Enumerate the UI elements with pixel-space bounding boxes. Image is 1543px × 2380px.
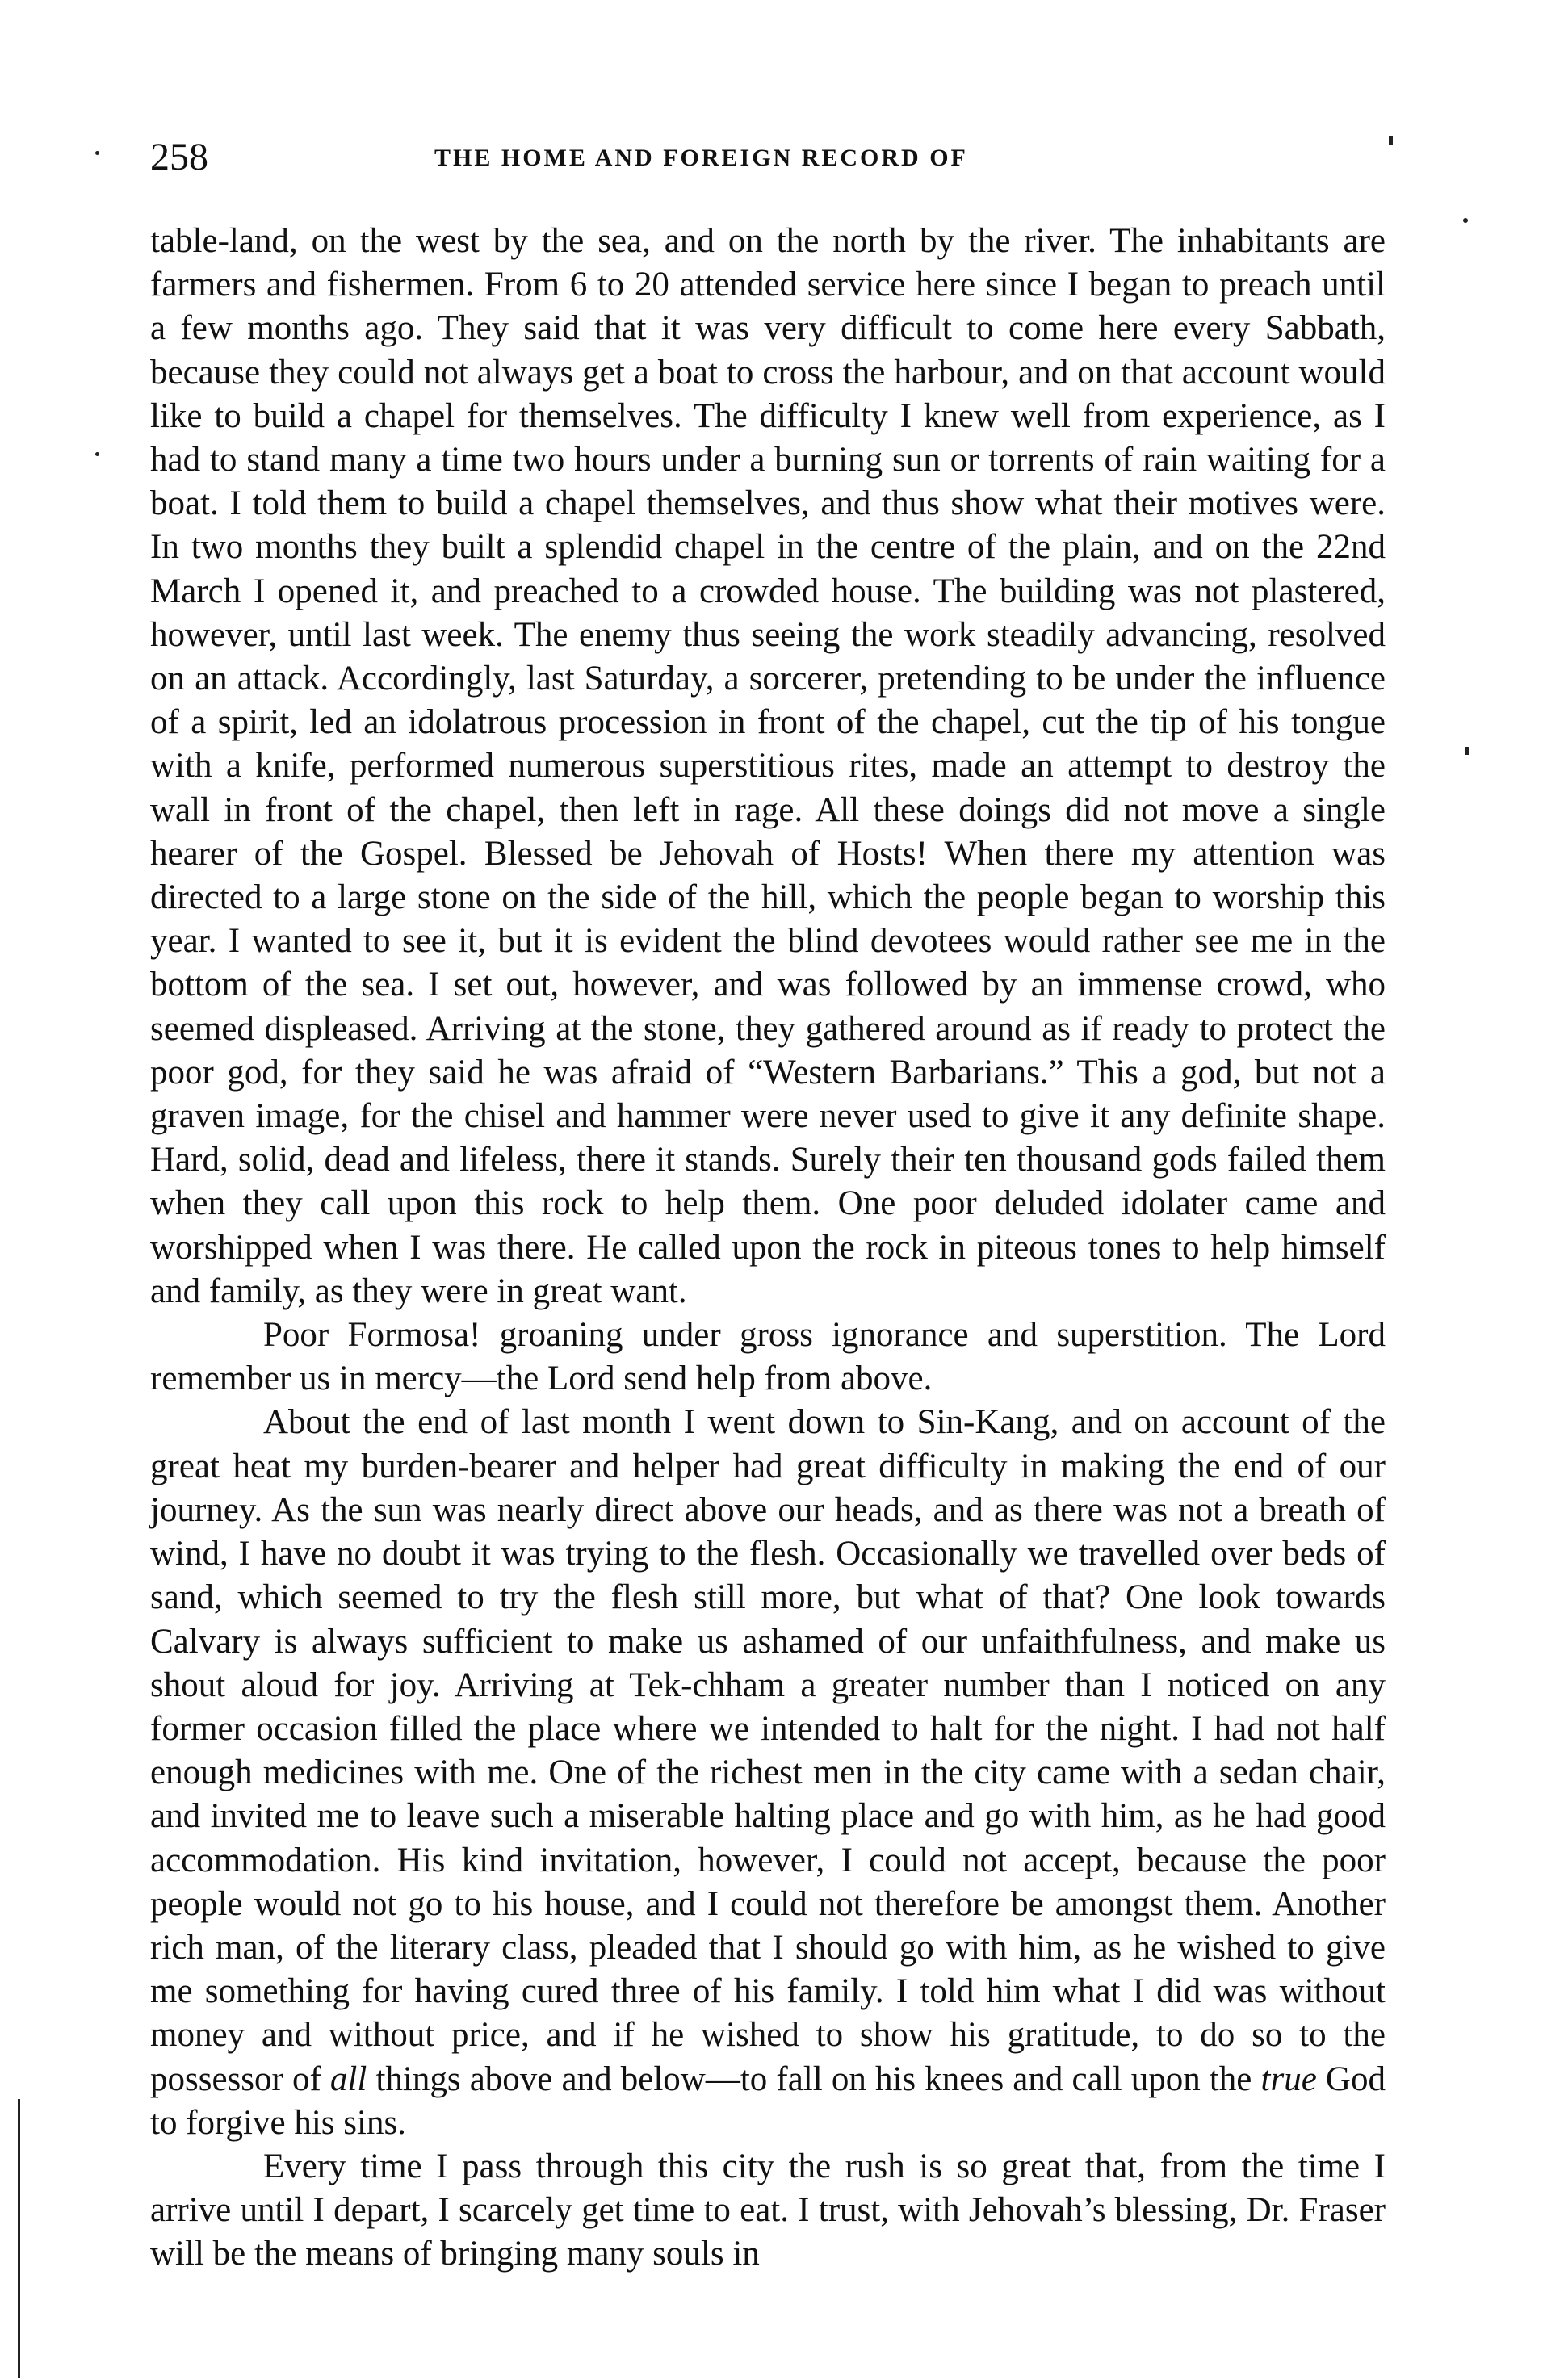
margin-speck — [95, 151, 99, 155]
body-text — [150, 220, 1386, 2277]
paragraph-4-text: Every time I pass through this city the rush is so great that, from the time I arrive until I depart, I scarcely get time to eat. I trust, with Jehovah’s blessing, Dr. Fraser will be the means of bringing many souls in — [150, 2147, 1386, 2273]
margin-speck — [1389, 136, 1393, 145]
paragraph-3-italic-all: all — [329, 2059, 367, 2098]
paragraph-3-text-cont: things above and below—to fall on his knees and call upon the — [367, 2059, 1261, 2098]
paragraph-2-text: Poor Formosa! groaning under gross ignorance and superstition. The Lord remember us in mercy—the Lord send help from above. — [150, 1316, 1386, 1398]
paragraph-2 — [150, 1314, 1386, 1401]
paragraph-1 — [150, 220, 1386, 1314]
paragraph-3-italic-true: true — [1260, 2059, 1317, 2098]
paragraph-3-text-end: God to forgive his sins. — [150, 2059, 1386, 2142]
paragraph-3-text: About the end of last month I went down to Sin-Kang, and on account of the great heat my burden-bearer and helper had great difficulty in making the end of our journey. As the sun was nearly direct above our heads, and as there was not a breath of wind, I have no doubt it was trying to the flesh. Occasionally we travelled over beds of sand, which seemed to try the flesh still more, but what of that? One look towards Calvary is always sufficient to make us ashamed of our unfaithfulness, and make us shout aloud for joy. Arriving at Tek-chham a greater number than I noticed on any former occasion filled the place where we intended to halt for the night. I had not half enough medicines with me. One of the richest men in the city came with a sedan chair, and invited me to leave such a miserable halting place and go with him, as he had good accommodation. His kind invitation, however, I could not accept, because the poor people would not go to his house, and I could not therefore be amongst them. Another rich man, of the literary class, pleaded that I should go with him, as he wished to give me something for having cured three of his family. I told him what I did was without money and without price, and if he wished to show his gratitude, to do so to the possessor of — [150, 1403, 1386, 2098]
margin-speck — [1465, 747, 1469, 755]
paragraph-1-text: table-land, on the west by the sea, and on the north by the river. The inhabitants are farmers and fishermen. From 6 to 20 attended service here since I began to preach until a few months ago. They said that it was very difficult to come here every Sabbath, because they could not always get a boat to cross the harbour, and on that account would like to build a chapel for themselves. The difficulty I knew well from experience, as I had to stand many a time two hours under a burning sun or torrents of rain waiting for a boat. I told them to build a chapel themselves, and thus show what their motives were. In two months they built a splendid chapel in the centre of the plain, and on the 22nd March I opened it, and preached to a crowded house. The building was not plastered, however, until last week. The enemy thus seeing the work steadily advancing, resolved on an attack. Accordingly, last Saturday, a sorcerer, pretending to be under the influence of a spirit, led an idolatrous procession in front of the chapel, cut the tip of his tongue with a knife, performed numerous superstitious rites, made an attempt to destroy the wall in front of the chapel, then left in rage. All these doings did not move a single hearer of the Gospel. Blessed be Jehovah of Hosts! When there my attention was directed to a large stone on the side of the hill, which the people began to worship this year. I wanted to see it, but it is evident the blind devotees would rather see me in the bottom of the sea. I set out, however, and was followed by an immense crowd, who seemed displeased. Arriving at the stone, they gathered around as if ready to protect the poor god, for they said he was afraid of “Western Barbarians.” This a god, but not a graven image, for the chisel and hammer were never used to give it any definite shape. Hard, solid, dead and lifeless, there it stands. Surely their ten thousand gods failed them when they call upon this rock to help them. One poor deluded idolater came and worshipped when I was there. He called upon the rock in piteous tones to help himself and family, as they were in great want. — [150, 222, 1386, 1310]
running-title: THE HOME AND FOREIGN RECORD OF — [434, 145, 968, 171]
running-head — [142, 133, 1402, 182]
paragraph-4 — [150, 2145, 1386, 2277]
paragraph-3 — [150, 1401, 1386, 2144]
margin-speck — [95, 452, 99, 456]
page-number: 258 — [150, 136, 208, 178]
margin-speck — [1463, 218, 1468, 223]
margin-scan-line — [18, 2099, 20, 2378]
